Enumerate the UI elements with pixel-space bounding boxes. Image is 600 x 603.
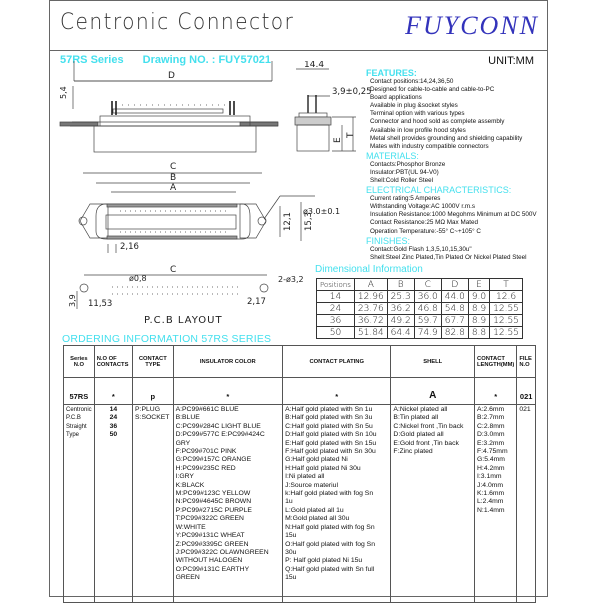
- electrical-item: Operation Temperature:-55° C~+105° C: [370, 227, 481, 235]
- table-row: 50 51.84 64.4 74.9 82.8 8.8 12.55: [317, 327, 523, 339]
- file-number: 021: [517, 405, 536, 603]
- datasheet: [49, 0, 548, 597]
- svg-text:2,16: 2,16: [120, 242, 139, 252]
- title-bar: [50, 1, 547, 51]
- svg-text:5,4: 5,4: [59, 86, 68, 99]
- code-row: 57RS * p * * A * 021: [64, 378, 536, 405]
- material-item: Shell:Cold Roller Steel: [370, 177, 433, 185]
- electrical-item: Contact Resistance:25 MΩ Max Mated: [370, 219, 478, 227]
- feature-item: Metal shell provides grounding and shielding capability: [370, 134, 523, 142]
- specifications: [366, 68, 550, 262]
- feature-item: Designed for cable-to-cable and cable-to-PC: [370, 86, 495, 94]
- dimensional-table: [316, 278, 523, 339]
- materials-list: [370, 161, 550, 185]
- svg-text:A: A: [170, 183, 177, 193]
- svg-text:15,3: 15,3: [304, 212, 314, 231]
- svg-text:ø0,8: ø0,8: [129, 274, 147, 283]
- dimensional-heading: Dimensional Information: [315, 264, 423, 275]
- feature-item: Available in plug &socket styles: [370, 102, 458, 110]
- ordering-table: [63, 345, 536, 603]
- svg-text:C: C: [170, 162, 177, 172]
- finish-item: Shell:Steel Zinc Plated,Tin Plated Or Nickel Plated Steel: [370, 253, 527, 261]
- contact-type-options: P:PLUG S:SOCKET: [133, 405, 174, 603]
- material-item: Insulator:PBT(UL 94-V0): [370, 168, 439, 176]
- insulator-color-options: A:PC99#661C BLUE B:BLUE C:PC99#284C LIGHT BLUE D:PC99#577C E:PC99#424C GRY F:PC99#701C PINK G:PC99#157C ORANGE H:PC99#235C RED I:GRY K:BLACK M:PC99#123C YELLOW N:PC99#4645C BROWN P:PC99#2715C PURPLE T:PC99#322C GREEN W:WHITE Y:PC99#131C WHEAT Z:PC99#3395C GREEN J:PC99#322C OLAWNGREEN WITHOUT HALOGEN O:PC99#131C EARTHY GREEN: [173, 405, 283, 603]
- table-row: 24 23.76 36.2 46.8 54.8 8.9 12.55: [317, 303, 523, 315]
- contact-count-options: 14 24 36 50: [94, 405, 132, 603]
- svg-text:3,9: 3,9: [68, 294, 77, 307]
- svg-text:2-ø3,2: 2-ø3,2: [278, 275, 304, 284]
- finish-item: Contact:Gold Flash 1,3,5,10,15,30u": [370, 245, 472, 253]
- drawing-number: Drawing NO. : FUY57021: [142, 54, 272, 66]
- svg-text:B: B: [170, 173, 177, 183]
- series-description: Centronic P.C.B Straight Type: [64, 405, 95, 603]
- svg-text:2,17: 2,17: [247, 297, 266, 307]
- top-view: [79, 162, 340, 253]
- svg-text:E: E: [333, 137, 343, 143]
- electrical-heading: ELECTRICAL CHARACTERISTICS:: [366, 185, 512, 196]
- materials-heading: MATERIALS:: [366, 150, 419, 161]
- svg-text:3,9±0,25: 3,9±0,25: [332, 87, 372, 97]
- shell-options: A:Nickel plated all B:Tin plated all C:Nickel front ,Tin back D:Gold plated all E:Gold front ,Tin back F:Zinc plated: [391, 405, 475, 603]
- table-header-row: Positions A B C D E T: [317, 279, 523, 291]
- feature-item: Board applications: [370, 94, 422, 102]
- svg-text:C: C: [170, 265, 177, 275]
- svg-text:11,53: 11,53: [88, 299, 113, 309]
- electrical-item: Withstanding Voltage:AC 1000V r.m.s: [370, 203, 476, 211]
- ordering-heading: ORDERING INFORMATION 57RS SERIES: [62, 333, 272, 345]
- svg-text:D: D: [168, 71, 175, 81]
- svg-text:T: T: [346, 132, 356, 138]
- finishes-list: [370, 246, 550, 262]
- pcb-layout: [68, 265, 304, 326]
- features-heading: FEATURES:: [366, 68, 417, 78]
- contact-plating-options: A:Half gold plated with Sn 1u B:Half gold plated with Sn 3u C:Half gold plated with Sn 5u D:Half gold plated with Sn 10u E:Half gold plated with Sn 15u F:Half gold plated with Sn 30u G:Half gold plated Ni H:Half gold plated Ni 30u I:Ni plated all J:Source materiul k:Half gold plated with fog Sn 1u L:Gold plated all 1u M:Gold plated all 30u N:Half gold plated with fog Sn 15u O:Half gold plated with fog Sn 30u P: Half gold plated Ni 15u Q:Half gold plated with Sn full 15u: [283, 405, 391, 603]
- contact-length-options: A:2.6mm B:2.7mm C:2.8mm D:3.0mm E:3.2mm F:4.75mm G:5.4mm H:4.2mm I:3.1mm J:4.0mm K:1.6mm L:2.4mm N:1.4mm: [475, 405, 517, 603]
- feature-item: Connector and hood sold as complete assembly: [370, 118, 505, 126]
- electrical-item: Current rating:5 Amperes: [370, 195, 441, 203]
- material-item: Contacts:Phosphor Bronze: [370, 160, 446, 168]
- finishes-heading: FINISHES:: [366, 235, 411, 246]
- electrical-item: Insulation Resistance:1000 Megohms Minimum at DC 500V: [370, 211, 537, 219]
- page-title: Centronic Connector: [60, 10, 295, 35]
- table-row: 36 36.72 49.2 59.7 67.7 8.9 12.55: [317, 315, 523, 327]
- electrical-list: [370, 195, 550, 235]
- feature-item: Mates with industry compatible connectors: [370, 142, 489, 150]
- svg-text:12,1: 12,1: [283, 212, 293, 231]
- features-list: [370, 78, 550, 151]
- table-header-row: Series N.O N.O OF CONTACTS CONTACT TYPE INSULATOR COLOR CONTACT PLATING SHELL CONTACT LENGTH(MM) FILE N.O: [64, 346, 536, 378]
- svg-text:P.C.B LAYOUT: P.C.B LAYOUT: [144, 315, 223, 326]
- feature-item: Available in low profile hood styles: [370, 126, 466, 134]
- unit-label: UNIT:MM: [488, 55, 534, 67]
- front-view: [59, 61, 278, 152]
- side-view: [295, 61, 372, 151]
- svg-text:14.4: 14.4: [304, 61, 325, 70]
- feature-item: Terminal option with various types: [370, 110, 465, 118]
- svg-text:ø3.0±0.1: ø3.0±0.1: [303, 207, 341, 216]
- options-row: [64, 405, 536, 603]
- series-label: 57RS Series: [60, 54, 124, 66]
- feature-item: Contact positions:14,24,36,50: [370, 78, 454, 85]
- brand-logo: FUYCONN: [405, 11, 539, 40]
- table-row: 14 12.96 25.3 36.0 44.0 9.0 12.6: [317, 291, 523, 303]
